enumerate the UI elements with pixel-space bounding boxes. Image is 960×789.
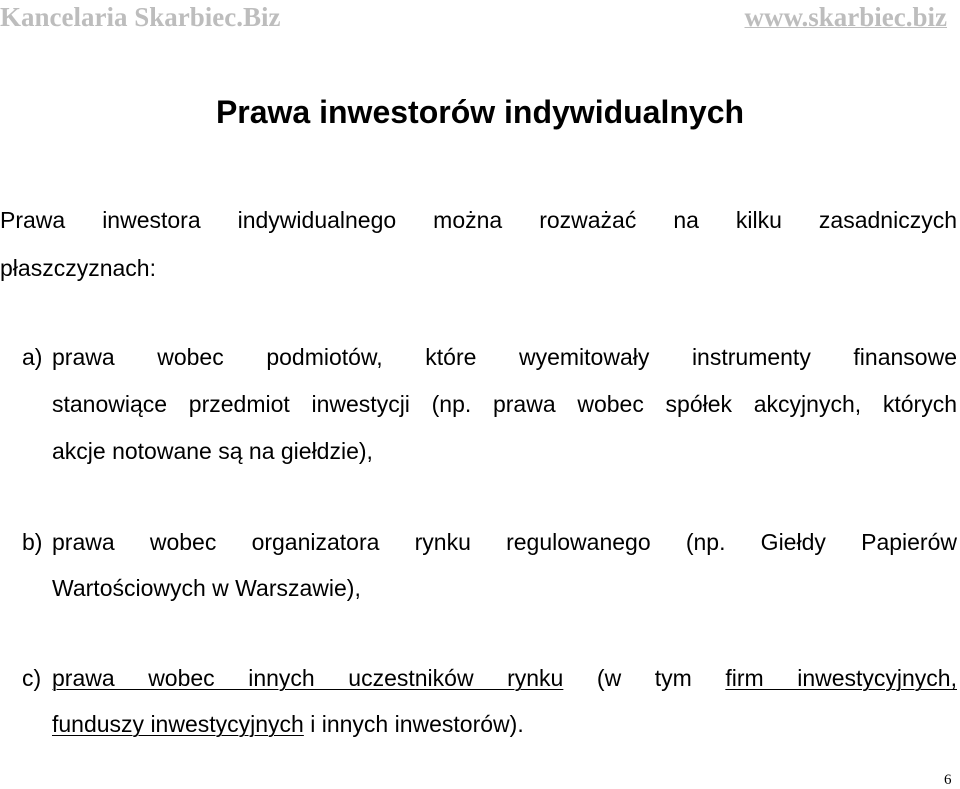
item-c-plain-text-2: i innych inwestorów). (303, 711, 524, 737)
list-marker-a: a) (22, 344, 43, 370)
item-c-line-2 (52, 710, 524, 738)
list-marker-c: c) (22, 665, 42, 691)
item-a-line-3: akcje notowane są na giełdzie), (52, 438, 373, 464)
item-a-line-2: stanowiące przedmiot inwestycji (np. prawa wobec spółek akcyjnych, których (52, 391, 957, 417)
item-c-line-1 (52, 664, 957, 692)
item-b-line-1: prawa wobec organizatora rynku regulowanego (np. Giełdy Papierów (52, 529, 957, 555)
header-url-link[interactable]: www.skarbiec.biz (744, 2, 947, 32)
item-c-underlined-text-3: funduszy inwestycyjnych (52, 711, 304, 737)
item-c-underlined-text-1: prawa wobec innych uczestników rynku (52, 665, 564, 691)
item-c-underlined-text-2: firm inwestycyjnych, (725, 665, 957, 691)
list-marker-b: b) (22, 529, 43, 555)
page-number: 6 (944, 772, 952, 788)
intro-line-2: płaszczyznach: (0, 255, 156, 281)
item-c-plain-text: (w tym (563, 665, 726, 691)
item-a-line-1: prawa wobec podmiotów, które wyemitowały instrumenty finansowe (52, 344, 957, 370)
item-b-line-2: Wartościowych w Warszawie), (52, 575, 361, 601)
intro-line-1: Prawa inwestora indywidualnego można rozważać na kilku zasadniczych (0, 207, 957, 233)
header-brand: Kancelaria Skarbiec.Biz (0, 2, 281, 32)
page-title: Prawa inwestorów indywidualnych (215, 94, 745, 130)
